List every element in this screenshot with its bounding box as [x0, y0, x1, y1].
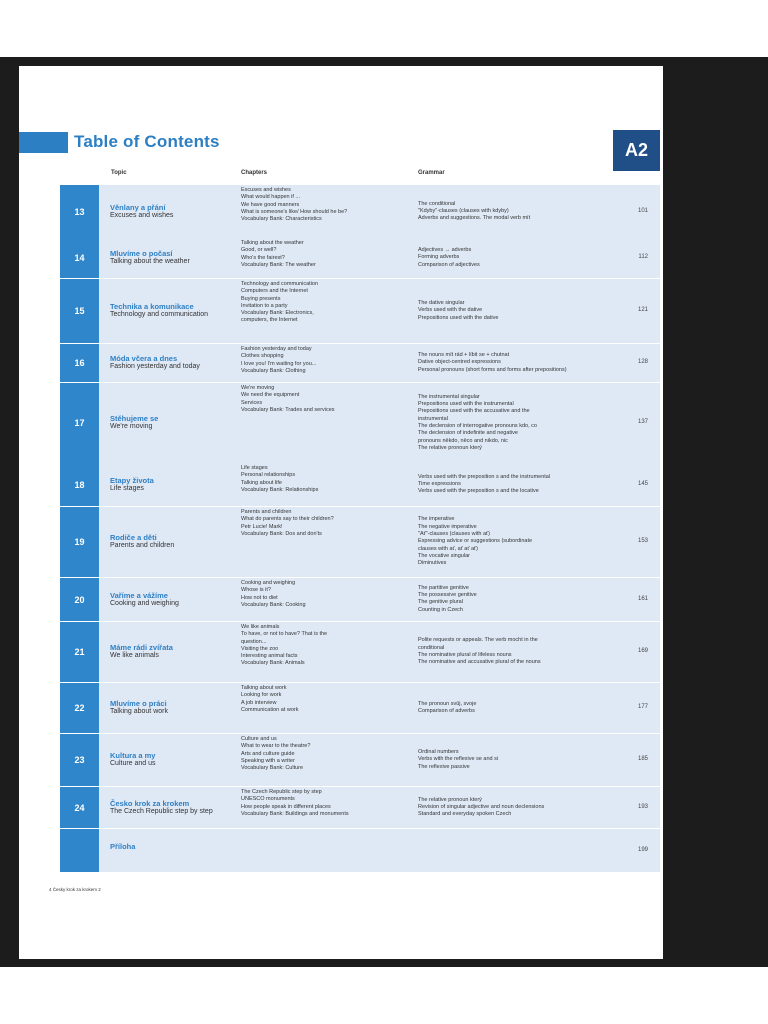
column-header-grammar: Grammar — [418, 170, 445, 176]
topic-czech[interactable]: Věnlany a přání — [110, 202, 166, 212]
chapter-item: Vocabulary Bank: Cooking — [241, 601, 306, 608]
grammar-item: Counting in Czech — [418, 606, 463, 613]
topic-cell — [110, 533, 238, 551]
chapter-item: We're moving — [241, 385, 275, 391]
toc-row — [60, 238, 660, 278]
chapters-cell — [241, 509, 413, 538]
topic-english: Fashion yesterday and today — [110, 363, 200, 370]
grammar-item: Time expressions — [418, 480, 461, 487]
grammar-item: instrumental — [418, 415, 448, 422]
grammar-item: The nominative and accusative plural of the nouns — [418, 659, 541, 666]
page-number[interactable]: 169 — [637, 648, 648, 654]
topic-english: Technology and communication — [110, 311, 209, 318]
topic-czech[interactable]: Etapy života — [110, 475, 154, 485]
topic-english: Cooking and weighing — [110, 599, 179, 607]
grammar-item: The relative pronoun který — [418, 444, 482, 451]
chapter-item: We like animals — [241, 624, 280, 630]
chapters-cell — [241, 736, 413, 772]
chapter-item: Parents and children — [241, 509, 292, 515]
grammar-item: Verbs used with the dative — [418, 307, 483, 314]
toc-row — [60, 463, 660, 506]
page-number[interactable]: 128 — [637, 359, 648, 365]
chapter-item: Interesting animal facts — [241, 653, 298, 660]
topic-czech[interactable]: Vaříme a vážíme — [110, 590, 168, 600]
chapter-item: Speaking with a writer — [241, 757, 295, 764]
grammar-item: Comparison of adverbs — [418, 707, 475, 714]
topic-cell — [110, 799, 238, 817]
chapter-item: Who's the fairest? — [241, 254, 285, 261]
unit-number: 23 — [60, 734, 99, 786]
chapters-cell — [241, 281, 413, 325]
grammar-cell — [418, 637, 623, 666]
grammar-item: The vocative singular — [418, 552, 470, 559]
grammar-item: clauses with ať, ať ať ať) — [418, 545, 478, 552]
page-number[interactable]: 185 — [637, 756, 648, 762]
unit-number: 21 — [60, 622, 99, 682]
chapter-item: Communication at work — [241, 706, 299, 713]
grammar-item: conditional — [418, 644, 445, 651]
chapter-item: Life stages — [241, 465, 268, 471]
topic-czech[interactable]: Kultura a my — [110, 751, 156, 760]
grammar-item: Diminutives — [418, 560, 447, 567]
grammar-item: Prepositions used with the dative — [418, 314, 499, 321]
chapter-item: How not to diet — [241, 594, 278, 601]
chapter-item: What to wear to the theatre? — [241, 743, 311, 750]
chapter-item: Vocabulary Bank: The weather — [241, 261, 316, 268]
grammar-item: The genitive plural — [418, 599, 463, 606]
grammar-item: Expressing advice or suggestions (subordinate — [418, 538, 533, 545]
grammar-item: The reflexive passive — [418, 763, 470, 770]
grammar-item: Personal pronouns (short forms and forms after prepositions) — [418, 366, 567, 373]
grammar-item: The nominative plural of lifeless nouns — [418, 651, 512, 658]
topic-english: The Czech Republic step by step — [110, 807, 213, 815]
page-number[interactable]: 112 — [638, 254, 648, 260]
toc-row — [60, 383, 660, 463]
chapter-item: Petr Lucie! Mark! — [241, 523, 283, 530]
chapter-item: We have good manners — [241, 201, 300, 208]
grammar-item: Revision of singular adjective and noun declensions — [418, 803, 545, 810]
page-number[interactable]: 199 — [637, 846, 648, 853]
chapter-item: What do parents say to their children? — [241, 516, 334, 523]
toc-row — [60, 344, 660, 382]
grammar-item: The pronoun svůj, svoje — [418, 700, 477, 707]
page-number[interactable]: 137 — [637, 419, 648, 425]
grammar-item: The conditional — [418, 200, 456, 207]
grammar-cell — [418, 201, 623, 223]
grammar-item: Polite requests or appeals. The verb mocht in the — [418, 637, 538, 644]
grammar-cell — [418, 701, 623, 716]
toc-row — [60, 578, 660, 621]
grammar-item: The declension of interrogative pronouns kdo, co — [418, 422, 537, 429]
page-number[interactable]: 177 — [637, 704, 648, 710]
chapters-cell — [241, 240, 413, 269]
grammar-item: The instrumental singular — [418, 393, 480, 400]
column-header-chapters: Chapters — [241, 170, 268, 176]
page-number[interactable]: 121 — [637, 307, 648, 313]
unit-number: 20 — [60, 578, 99, 621]
chapter-item: Whose is it? — [241, 587, 271, 594]
page-number[interactable]: 161 — [637, 595, 648, 602]
chapter-item: Vocabulary Bank: Relationships — [241, 486, 319, 493]
grammar-item: "Kdyby"-clauses (clauses with kdyby) — [418, 207, 509, 214]
page-footer: 4 Česky krok za krokem 2 — [49, 887, 101, 892]
grammar-item: The nouns mít rád + líbit se + chutnat — [418, 352, 510, 359]
topic-english: Talking about the weather — [110, 258, 190, 265]
unit-number: 24 — [60, 787, 99, 828]
topic-english: Talking about work — [110, 708, 168, 715]
chapter-item: Personal relationships — [241, 472, 296, 479]
chapter-item: I love you! I'm waiting for you... — [241, 360, 317, 367]
grammar-item: Prepositions used with the instrumental — [418, 401, 514, 408]
grammar-cell — [418, 797, 623, 819]
grammar-cell — [418, 585, 623, 614]
chapter-item: What is someone's like/ How should he be? — [241, 208, 348, 215]
grammar-item: The imperative — [418, 516, 455, 523]
topic-english: We're moving — [110, 423, 153, 430]
page-number[interactable]: 193 — [637, 803, 648, 810]
unit-number: 14 — [60, 238, 99, 278]
chapter-item: Vocabulary Bank: Clothing — [241, 367, 306, 374]
grammar-item: Dative object-centred expressions — [418, 359, 501, 366]
chapter-item: Vocabulary Bank: Characteristics — [241, 216, 322, 223]
topic-cell — [110, 476, 238, 494]
grammar-item: Verbs used with the preposition s and the locative — [418, 488, 539, 495]
chapter-item: Vocabulary Bank: Trades and services — [241, 406, 335, 413]
toc-row — [60, 734, 660, 786]
chapter-item: Talking about work — [241, 685, 287, 691]
grammar-cell — [418, 247, 623, 269]
toc-row — [60, 622, 660, 682]
topic-czech[interactable]: Mluvíme o počasí — [110, 249, 173, 258]
chapters-cell — [241, 385, 413, 414]
chapter-item: Looking for work — [241, 692, 282, 699]
chapter-item: What would happen if ... — [241, 194, 301, 201]
topic-cell — [110, 354, 238, 372]
chapter-item: Arts and culture guide — [241, 750, 295, 757]
chapters-cell — [241, 580, 413, 609]
topic-czech[interactable]: Móda včera a dnes — [110, 354, 178, 363]
grammar-item: The partitive genitive — [418, 584, 469, 591]
topic-czech[interactable]: Příloha — [110, 841, 136, 851]
topic-cell — [110, 751, 238, 769]
chapter-item: Excuses and wishes — [241, 187, 291, 193]
grammar-item: Adverbs and suggestions. The modal verb mít — [418, 215, 531, 222]
topic-czech[interactable]: Mluvíme o práci — [110, 699, 167, 708]
unit-number: 15 — [60, 279, 99, 343]
grammar-item: Ordinal numbers — [418, 749, 459, 756]
grammar-item: "Ať"-clauses (clauses with ať) — [418, 531, 490, 538]
grammar-item: The dative singular — [418, 300, 465, 307]
column-header-topic: Topic — [111, 170, 127, 176]
page-number[interactable]: 101 — [637, 207, 648, 214]
topic-cell — [110, 414, 238, 432]
chapter-item: A job interview — [241, 699, 277, 706]
chapter-item: computers, the Internet — [241, 317, 298, 324]
toc-row — [60, 829, 660, 872]
unit-number — [60, 829, 99, 872]
title-accent-bar — [19, 132, 68, 153]
unit-number: 22 — [60, 683, 99, 733]
chapter-item: Visiting the zoo — [241, 645, 279, 652]
chapter-item: Vocabulary Bank: Buildings and monuments — [241, 810, 349, 817]
chapters-cell — [241, 624, 413, 668]
grammar-item: Standard and everyday spoken Czech — [418, 811, 512, 818]
toc-row — [60, 683, 660, 733]
grammar-cell — [418, 394, 623, 452]
chapter-item: Talking about life — [241, 479, 282, 486]
grammar-item: Verbs with the reflexive se and si — [418, 756, 499, 763]
topic-cell — [110, 643, 238, 661]
topic-cell — [110, 203, 238, 221]
topic-czech[interactable]: Stěhujeme se — [110, 414, 159, 423]
chapter-item: Fashion yesterday and today — [241, 346, 312, 352]
page-number[interactable]: 153 — [637, 538, 648, 544]
chapter-item: Vocabulary Bank: Dos and don'ts — [241, 530, 322, 537]
topic-czech[interactable]: Máme rádi zvířata — [110, 643, 173, 652]
topic-english: Parents and children — [110, 542, 175, 549]
chapter-item: Buying presents — [241, 295, 281, 302]
grammar-item: The possessive genitive — [418, 592, 477, 599]
toc-row — [60, 787, 660, 828]
grammar-item: Verbs used with the preposition s and the instrumental — [418, 473, 551, 480]
unit-number: 18 — [60, 463, 99, 506]
grammar-item: The declension of indefinite and negative — [418, 430, 518, 437]
grammar-item: Prepositions used with the accusative and the — [418, 408, 530, 415]
chapter-item: question... — [241, 638, 267, 645]
grammar-item: Forming adverbs — [418, 254, 460, 261]
grammar-cell — [418, 749, 623, 771]
grammar-cell — [418, 300, 623, 322]
grammar-cell — [418, 516, 623, 567]
chapter-item: Cooking and weighing — [241, 580, 296, 586]
chapter-item: Talking about the weather — [241, 240, 304, 246]
chapter-item: Vocabulary Bank: Culture — [241, 765, 304, 772]
level-badge: A2 — [613, 130, 660, 171]
grammar-item: pronouns někdo, něco and nikdo, nic — [418, 437, 508, 444]
unit-number: 17 — [60, 383, 99, 463]
topic-cell — [110, 591, 238, 609]
topic-czech[interactable]: Technika a komunikace — [110, 302, 194, 311]
topic-cell — [110, 842, 238, 851]
chapter-item: Clothes shopping — [241, 353, 284, 360]
topic-english: Culture and us — [110, 760, 156, 767]
chapter-item: We need the equipment — [241, 392, 300, 399]
toc-row — [60, 185, 660, 238]
topic-cell — [110, 249, 238, 267]
chapter-item: Computers and the Internet — [241, 288, 308, 295]
chapters-cell — [241, 685, 413, 714]
topic-cell — [110, 302, 238, 320]
chapter-item: The Czech Republic step by step — [241, 789, 322, 795]
chapter-item: Culture and us — [241, 736, 277, 742]
grammar-item: The relative pronoun který — [418, 796, 482, 803]
chapter-item: To have, or not to have? That is the — [241, 631, 328, 638]
grammar-item: Adjectives → adverbs — [418, 247, 472, 254]
topic-english: Life stages — [110, 484, 144, 492]
chapter-item: Vocabulary Bank: Electronics, — [241, 310, 314, 317]
page-title: Table of Contents — [74, 132, 220, 151]
chapters-cell — [241, 187, 413, 223]
chapters-cell — [241, 789, 413, 818]
grammar-cell — [418, 352, 623, 374]
topic-czech[interactable]: Česko krok za krokem — [110, 798, 190, 808]
chapters-cell — [241, 346, 413, 375]
topic-english: Excuses and wishes — [110, 211, 174, 219]
chapter-item: Services — [241, 399, 263, 406]
toc-row — [60, 507, 660, 577]
chapter-item: How people speak in different places — [241, 803, 331, 810]
document-page — [19, 66, 663, 959]
page-number[interactable]: 145 — [637, 480, 648, 487]
unit-number: 19 — [60, 507, 99, 577]
topic-english: We like animals — [110, 652, 159, 659]
chapter-item: Vocabulary Bank: Animals — [241, 660, 305, 667]
grammar-cell — [418, 474, 623, 496]
unit-number: 16 — [60, 344, 99, 382]
chapter-item: Good, or well? — [241, 247, 277, 254]
toc-row — [60, 279, 660, 343]
grammar-item: Comparison of adjectives — [418, 261, 480, 268]
chapter-item: Technology and communication — [241, 281, 319, 287]
grammar-item: The negative imperative — [418, 523, 477, 530]
chapter-item: UNESCO monuments — [241, 796, 295, 803]
chapters-cell — [241, 465, 413, 494]
chapter-item: Invitation to a party — [241, 302, 288, 309]
unit-number: 13 — [60, 185, 99, 238]
topic-cell — [110, 699, 238, 717]
topic-czech[interactable]: Rodiče a děti — [110, 533, 157, 542]
